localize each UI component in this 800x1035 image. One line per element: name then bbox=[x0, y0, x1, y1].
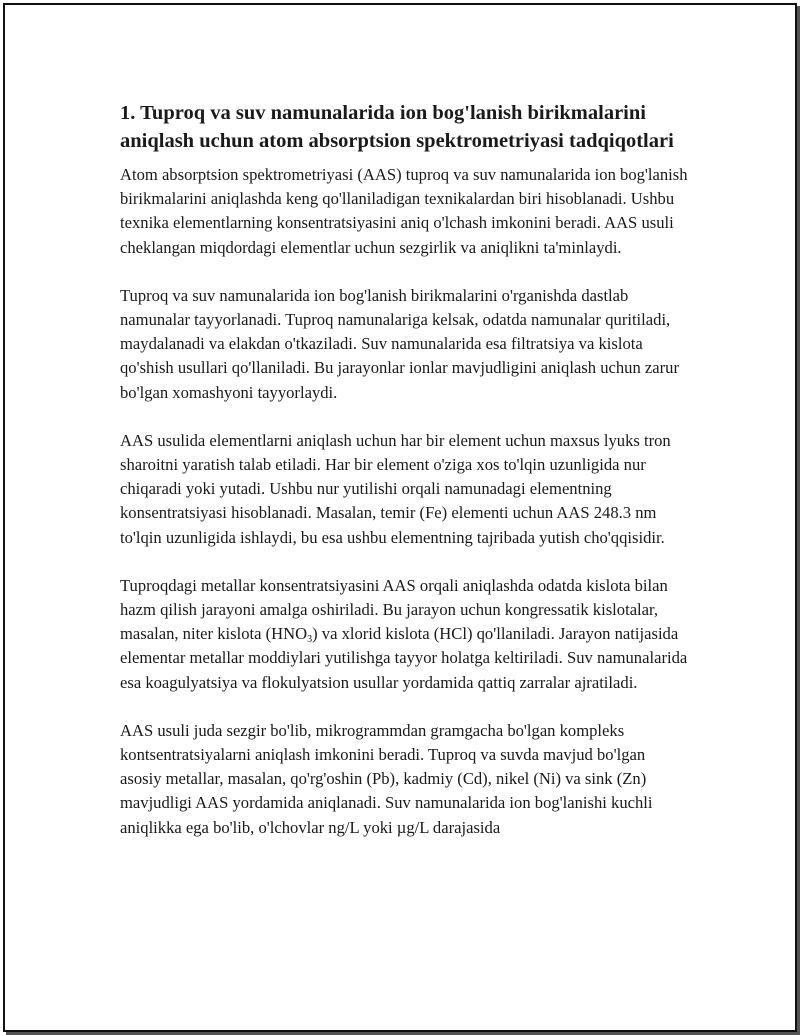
paragraph-2: Tuproq va suv namunalarida ion bog'lanish birikmalarini o'rganishda dastlab namunalar tayyorlanadi. Tuproq namunalariga kelsak, odatda namunalar quritiladi, maydalanadi va elakdan o'tkaziladi. Suv namunalarida esa filtratsiya va kislota qo'shish usullari qo'llaniladi. Bu jarayonlar ionlar mavjudligini aniqlash uchun zarur bo'lgan xomashyoni tayyorlaydi. bbox=[120, 285, 679, 402]
section-heading: 1. Tuproq va suv namunalarida ion bog'lanish birikmalarini aniqlash uchun atom absorptsion spektrometriyasi tadqiqotlari bbox=[120, 102, 674, 152]
paragraph-1: Atom absorptsion spektrometriyasi (AAS) tuproq va suv namunalarida ion bog'lanish birikmalarini aniqlashda keng qo'llaniladigan texnikalardan biri hisoblanadi. Ushbu texnika elementlarning konsentratsiyasini aniq o'lchash imkonini beradi. AAS usuli cheklangan miqdordagi elementlar uchun sezgirlik va aniqlikni ta'minlaydi. bbox=[120, 165, 688, 257]
paragraph-5: AAS usuli juda sezgir bo'lib, mikrogrammdan gramgacha bo'lgan kompleks kontsentratsiyalarni aniqlash imkonini beradi. Tuproq va suvda mavjud bo'lgan asosiy metallar, masalan, qo'rg'oshin (Pb), kadmiy (Cd), nikel (Ni) va sink (Zn) mavjudligi AAS yordamida aniqlanadi. Suv namunalarida ion bog'lanishi kuchli aniqlikka ega bo'lib, o'lchovlar ng/L yoki µg/L darajasida bbox=[120, 720, 653, 837]
paragraph-4 bbox=[120, 574, 690, 695]
formula-subscript: 3 bbox=[307, 634, 313, 646]
document-content bbox=[120, 99, 690, 864]
paragraph-3: AAS usulida elementlarni aniqlash uchun har bir element uchun maxsus lyuks tron sharoitni yaratish talab etiladi. Har bir element o'ziga xos to'lqin uzunligida nur chiqaradi yoki yutadi. Ushbu nur yutilishi orqali namunadagi elementning konsentratsiyasi hisoblanadi. Masalan, temir (Fe) elementi uchun AAS 248.3 nm to'lqin uzunligida ishlaydi, bu esa ushbu elementning tajribada yutish cho'qqisidir. bbox=[120, 430, 671, 547]
document-page bbox=[3, 3, 797, 1032]
paragraph-4-after-formula: ) va xlorid kislota (HCl) qo'llaniladi. Jarayon natijasida elementar metallar moddiylari yutilishga tayyor holatga keltiriladi. Suv namunalarida esa koagulyatsiya va flokulyatsion usullar yordamida qattiq zarralar ajratiladi. bbox=[120, 624, 688, 692]
paragraph-4-before-formula: Tuproqdagi metallar konsentratsiyasini AAS orqali aniqlashda odatda kislota bilan hazm qilish jarayoni amalga oshiriladi. Bu jarayon uchun kongressatik kislotalar, masalan, niter kislota (HNO bbox=[120, 575, 668, 644]
